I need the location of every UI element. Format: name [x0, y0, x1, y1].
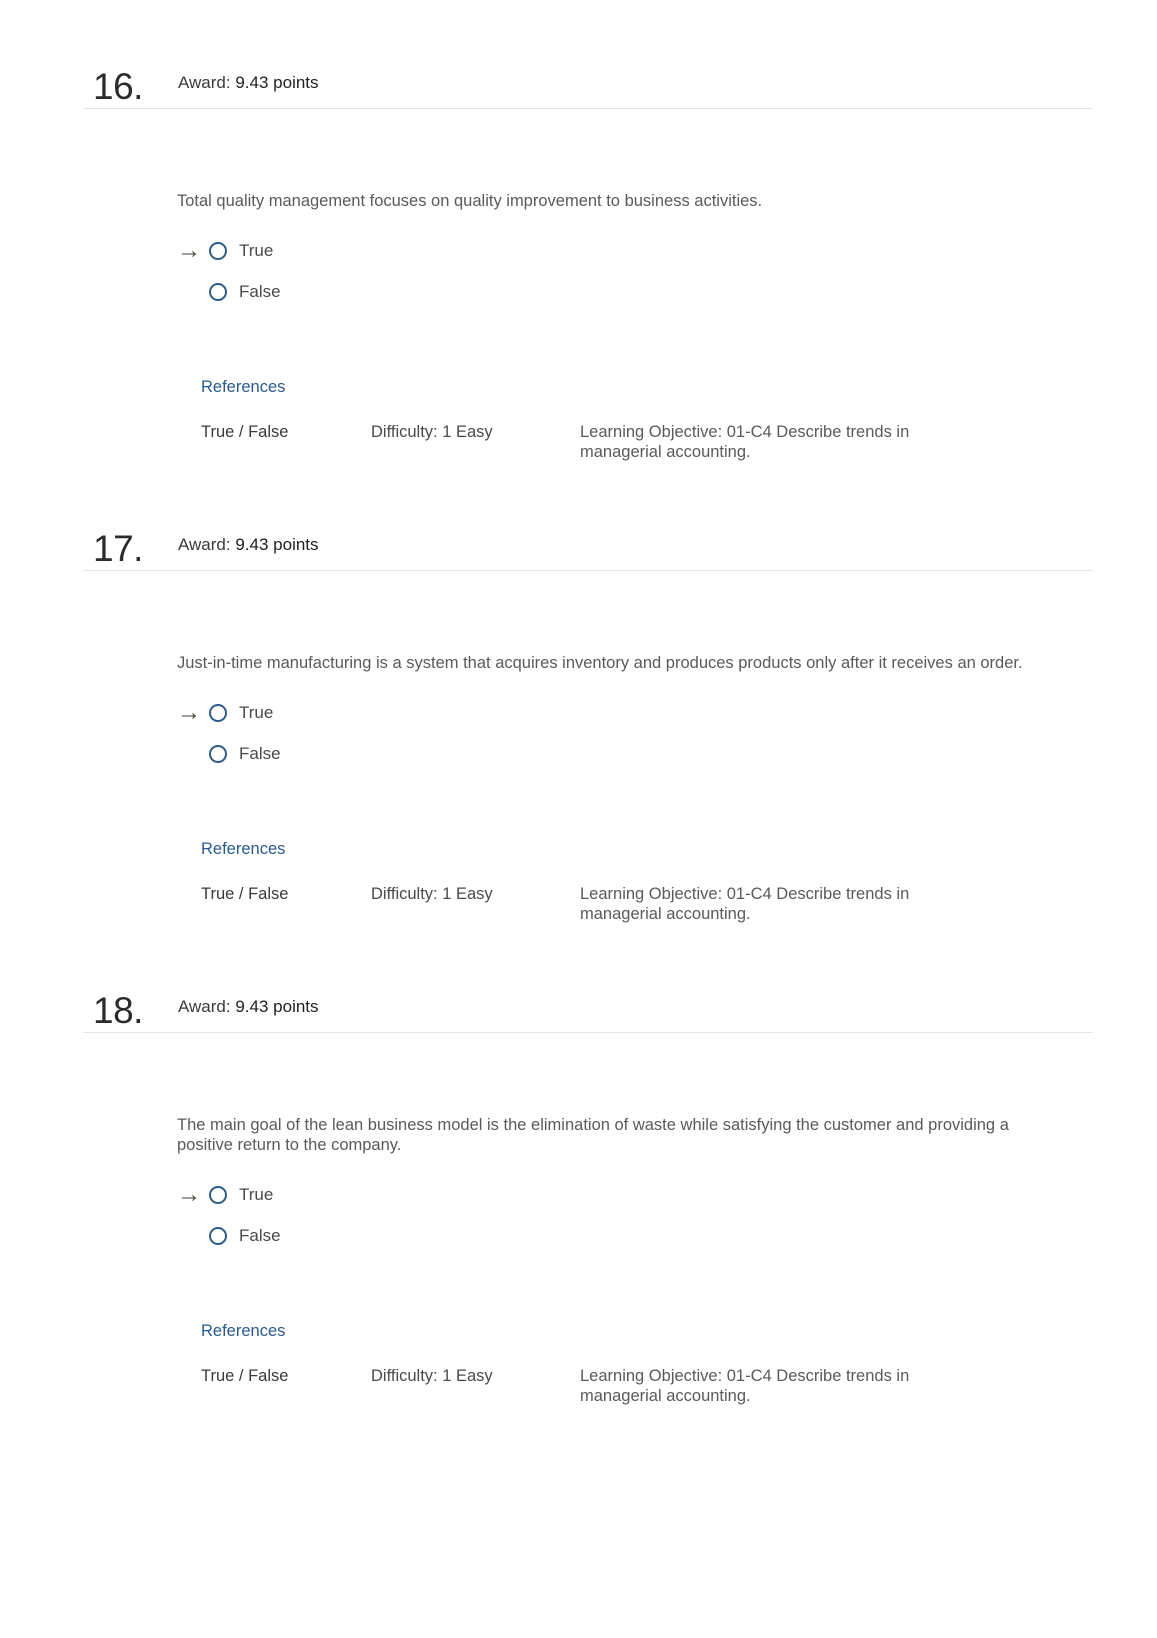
header-divider: [83, 1032, 1093, 1033]
option-false[interactable]: [177, 741, 281, 767]
radio-button-icon[interactable]: [209, 704, 227, 722]
references-link[interactable]: References: [201, 840, 286, 858]
question-16: [0, 60, 1157, 461]
reference-learning-objective: Learning Objective: 01-C4 Describe trends in managerial accounting.: [580, 885, 910, 923]
references-link[interactable]: References: [201, 1322, 286, 1340]
award-points: 9.43 points: [235, 73, 319, 92]
option-false[interactable]: [177, 279, 281, 305]
radio-button-icon[interactable]: [209, 242, 227, 260]
award-label: Award:: [178, 73, 231, 92]
award-points: 9.43 points: [235, 535, 319, 554]
award-text: [178, 73, 319, 93]
award-text: [178, 535, 319, 555]
references-link[interactable]: References: [201, 378, 286, 396]
question-header: [0, 522, 1157, 607]
question-header: [0, 60, 1157, 145]
option-label: False: [239, 1226, 281, 1245]
reference-learning-objective: Learning Objective: 01-C4 Describe trends in managerial accounting.: [580, 423, 910, 461]
question-text: Just-in-time manufacturing is a system that acquires inventory and produces products only after it receives an order.: [177, 654, 1023, 672]
radio-button-icon[interactable]: [209, 745, 227, 763]
question-17: [0, 522, 1157, 923]
question-18: [0, 984, 1157, 1405]
question-number: 18.: [93, 990, 143, 1031]
radio-button-icon[interactable]: [209, 1227, 227, 1245]
option-label: False: [239, 282, 281, 301]
reference-difficulty: Difficulty: 1 Easy: [371, 885, 493, 903]
arrow-right-icon: →: [177, 699, 201, 726]
option-label: False: [239, 744, 281, 763]
award-label: Award:: [178, 997, 231, 1016]
option-false[interactable]: [177, 1223, 281, 1249]
header-divider: [83, 570, 1093, 571]
question-text: The main goal of the lean business model is the elimination of waste while satisfying the customer and providing a positive return to the company.: [177, 1116, 1009, 1154]
reference-difficulty: Difficulty: 1 Easy: [371, 1367, 493, 1385]
option-label: True: [239, 703, 274, 722]
award-points: 9.43 points: [235, 997, 319, 1016]
reference-type: True / False: [201, 885, 289, 903]
award-text: [178, 997, 319, 1017]
question-number: 16.: [93, 66, 143, 107]
reference-difficulty: Difficulty: 1 Easy: [371, 423, 493, 441]
question-text: Total quality management focuses on quality improvement to business activities.: [177, 192, 763, 210]
header-divider: [83, 108, 1093, 109]
question-number: 17.: [93, 528, 143, 569]
radio-button-icon[interactable]: [209, 1186, 227, 1204]
option-label: True: [239, 1185, 274, 1204]
option-true[interactable]: [177, 700, 273, 726]
award-label: Award:: [178, 535, 231, 554]
question-header: [0, 984, 1157, 1069]
option-true[interactable]: [177, 238, 273, 264]
arrow-right-icon: →: [177, 1181, 201, 1208]
radio-button-icon[interactable]: [209, 283, 227, 301]
reference-type: True / False: [201, 1367, 289, 1385]
option-label: True: [239, 241, 274, 260]
reference-type: True / False: [201, 423, 289, 441]
option-true[interactable]: [177, 1182, 273, 1208]
arrow-right-icon: →: [177, 237, 201, 264]
reference-learning-objective: Learning Objective: 01-C4 Describe trends in managerial accounting.: [580, 1367, 910, 1405]
